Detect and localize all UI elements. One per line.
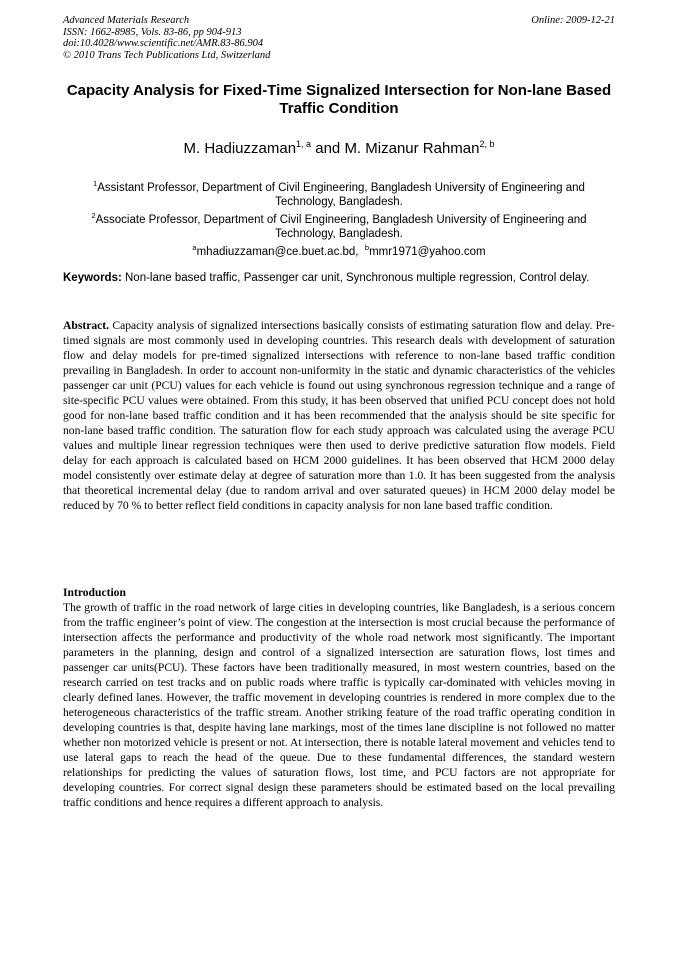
affiliation bbox=[63, 209, 615, 241]
journal-header bbox=[63, 15, 615, 61]
affiliation-text: Associate Professor, Department of Civil Engineering, Bangladesh University of Engineering and Technology, Bangladesh. bbox=[95, 213, 587, 240]
author-line bbox=[63, 135, 615, 158]
journal-name: Advanced Materials Research bbox=[63, 15, 190, 26]
journal-copyright: © 2010 Trans Tech Publications Ltd, Switzerland bbox=[63, 49, 271, 61]
email-mark: a bbox=[192, 242, 197, 252]
section-body: The growth of traffic in the road network of large cities in developing countries, like Bangladesh, is a serious concern from the traffic engineer’s point of view. The congestion at the intersection is most crucial because the performance of intersection affects the performance and productivity of the whole road network most significantly. The important parameters in the planning, design and control of a signalized intersection are saturation flows, lost times and passenger car units(PCU). These factors have been traditionally measured, in most western countries, based on the research carried on test tracks and on public roads where traffic is typically car-dominated with vehicles moving in clearly defined lanes. However, the traffic movement in developing countries is rendered in more complex due to the heterogeneous characteristics of the traffic stream. Another striking feature of the road traffic operating condition in developing countries is that, despite having lane markings, most of the times lane discipline is not followed no matter whether non motorized vehicle is present or not. At intersection, there is notable lateral movement and vehicles tend to use lateral gaps to reach the head of the queue. Due to these fundamental differences, the standard western relationships for predicting the values of saturation flows, lost time, and PCU factors are not appropriate for developing countries. For correct signal design these parameters should be estimated based on the local prevailing traffic conditions and hence requires a different approach to analysis. bbox=[63, 601, 615, 809]
journal-issn: ISSN: 1662-8985, Vols. 83-86, pp 904-913 bbox=[63, 26, 242, 38]
affiliations bbox=[63, 177, 615, 258]
affiliation bbox=[63, 177, 615, 209]
author-name: M. Hadiuzzaman bbox=[183, 140, 297, 157]
emails bbox=[63, 241, 615, 259]
affiliation-text: Assistant Professor, Department of Civil Engineering, Bangladesh University of Engineering and Technology, Bangladesh. bbox=[97, 181, 585, 208]
abstract bbox=[63, 318, 615, 513]
paper-title: Capacity Analysis for Fixed-Time Signalized Intersection for Non-lane Based Traffic Condition bbox=[66, 82, 612, 117]
abstract-text: Capacity analysis of signalized intersections basically consists of estimating saturation flow and delay. Pre-timed signals are most commonly used in developing countries. This research deals with development of saturation flow and delay models for pre-timed signalized intersections with reference to non-lane based traffic condition prevailing in Bangladesh. In order to account non-uniformity in the static and dynamic characteristics of the vehicles passenger car unit (PCU) values for each vehicle is found out using synchronous regression technique and a range of site-specific PCU values were obtained. From this study, it has been observed that unified PCU concept does not hold good for non-lane based traffic condition and it has been recommended that the analysis should be site specific for non-lane based traffic condition. The saturation flow for each study approach was calculated using the average PCU values and multiple linear regression techniques were then used to derive predictive saturation flow models. Field delay for each approach is calculated based on HCM 2000 guidelines. It has been observed that HCM 2000 delay model consistently over estimate delay at degree of saturation more than 1.0. It has been suggested from the analysis that theoretical incremental delay (due to random arrival and over saturated queues) in HCM 2000 delay model be reduced by 70 % to better reflect field conditions in capacity analysis for non lane based traffic condition. bbox=[63, 319, 616, 512]
keywords-label: Keywords: bbox=[63, 272, 122, 284]
affiliation-mark: 1 bbox=[93, 179, 98, 188]
journal-doi: doi:10.4028/www.scientific.net/AMR.83-86.904 bbox=[63, 38, 264, 49]
author-affiliation-mark: 1, a bbox=[296, 139, 312, 149]
author-name: M. Mizanur Rahman bbox=[344, 140, 480, 157]
email-link[interactable]: mmr1971@yahoo.com bbox=[369, 245, 486, 258]
keywords bbox=[63, 271, 615, 286]
author-affiliation-mark: 2, b bbox=[479, 139, 495, 149]
abstract-label: Abstract. bbox=[63, 319, 110, 332]
email-link[interactable]: mhadiuzzaman@ce.buet.ac.bd, bbox=[196, 245, 359, 258]
author-connector: and bbox=[311, 140, 345, 157]
affiliation-mark: 2 bbox=[91, 210, 96, 220]
keywords-text: Non-lane based traffic, Passenger car unit, Synchronous multiple regression, Control delay. bbox=[125, 272, 590, 284]
email-mark: b bbox=[364, 242, 370, 252]
online-date: Online: 2009-12-21 bbox=[531, 15, 615, 26]
section-heading: Introduction bbox=[63, 586, 126, 599]
